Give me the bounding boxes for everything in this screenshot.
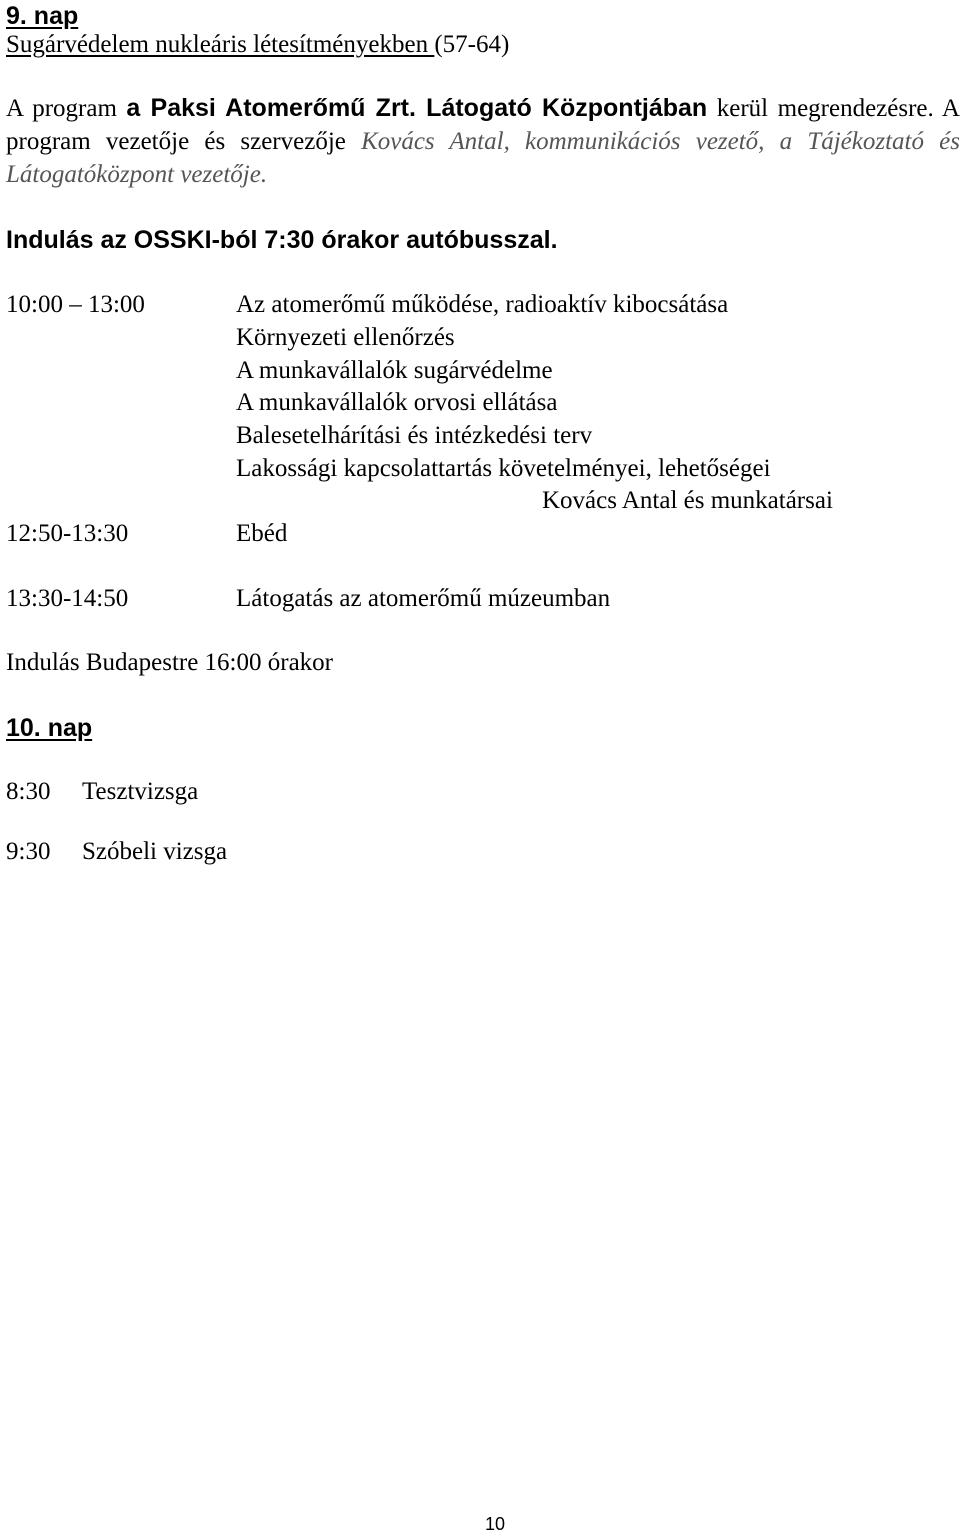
intro-rest: kerül megrendezésre. A program vezetője és szervezője: [6, 95, 960, 155]
schedule-item: A munkavállalók orvosi ellátása: [236, 389, 558, 416]
schedule-time: 9:30: [6, 838, 51, 865]
day9-heading: 9. nap: [6, 2, 79, 30]
day9-topic-title: Sugárvédelem nukleáris létesítményekben: [6, 31, 435, 58]
schedule-time: 10:00 – 13:00: [6, 291, 145, 318]
intro-lead: A program: [6, 95, 127, 122]
schedule-item: Az atomerőmű működése, radioaktív kibocsátása: [236, 291, 729, 318]
schedule-item: Balesetelhárítási és intézkedési terv: [236, 422, 593, 449]
day9-departure: Indulás az OSSKI-ból 7:30 órakor autóbusszal.: [6, 226, 558, 254]
schedule-item: A munkavállalók sugárvédelme: [236, 357, 553, 384]
day9-return: Indulás Budapestre 16:00 órakor: [6, 649, 334, 676]
day9-topic: [6, 28, 509, 61]
day9-intro: [6, 92, 960, 191]
schedule-item: Környezeti ellenőrzés: [236, 324, 455, 351]
intro-organizer: Kovács Antal, kommunikációs vezető, a Tájékoztató és Látogatóközpont vezetője.: [6, 128, 960, 188]
schedule-time: 8:30: [6, 778, 51, 805]
intro-venue: a Paksi Atomerőmű Zrt. Látogató Központjában: [126, 94, 708, 122]
schedule-item: Lakossági kapcsolattartás követelményei, lehetőségei: [236, 455, 771, 482]
schedule-time: 12:50-13:30: [6, 520, 129, 547]
schedule-activity: Ebéd: [236, 520, 288, 547]
page-number: 10: [484, 1514, 506, 1534]
schedule-activity: Szóbeli vizsga: [82, 838, 228, 865]
schedule-presenter: Kovács Antal és munkatársai: [542, 487, 833, 514]
day10-heading: 10. nap: [6, 714, 93, 742]
schedule-activity: Látogatás az atomerőmű múzeumban: [236, 585, 611, 612]
schedule-time: 13:30-14:50: [6, 585, 129, 612]
day9-topic-pages: (57-64): [434, 31, 510, 58]
schedule-activity: Tesztvizsga: [82, 778, 199, 805]
